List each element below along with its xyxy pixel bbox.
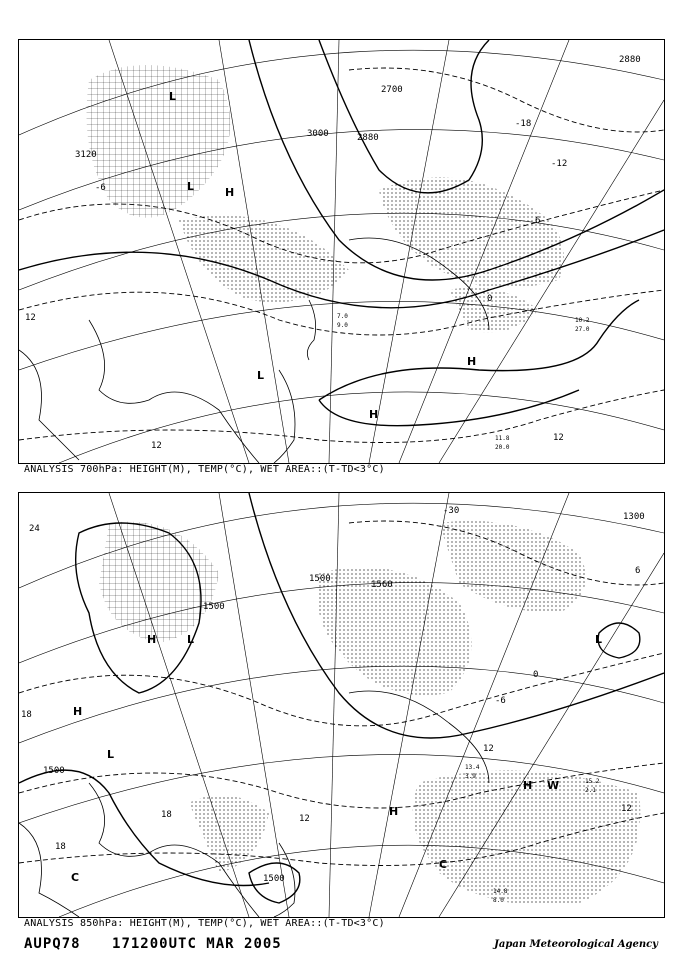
temp-label: -6 xyxy=(95,183,106,193)
temp-label: 12 xyxy=(299,814,310,824)
station-value: 2.1 xyxy=(585,787,596,794)
low-center: L xyxy=(107,748,115,761)
warm-center: W xyxy=(547,779,560,792)
wet-area-grid xyxy=(99,522,219,643)
temp-label: 0 xyxy=(533,670,539,680)
temp-label: 18 xyxy=(55,842,66,852)
height-label: 2880 xyxy=(619,55,641,65)
temp-label: -18 xyxy=(515,119,532,129)
temp-label: 18 xyxy=(161,810,172,820)
footer-product-line xyxy=(24,936,304,952)
temp-label: 18 xyxy=(21,710,32,720)
low-center: L xyxy=(187,180,195,193)
high-center: H xyxy=(467,355,477,368)
map-700hpa-graphic xyxy=(19,40,664,463)
map-850hpa xyxy=(18,492,665,918)
temp-label: -12 xyxy=(551,159,568,169)
low-center: L xyxy=(187,633,195,646)
height-label: 3120 xyxy=(75,150,97,160)
temp-label: 12 xyxy=(483,744,494,754)
height-label: 2700 xyxy=(381,85,403,95)
cold-center: C xyxy=(71,871,80,884)
wet-area-grid xyxy=(87,65,231,218)
height-label: 1500 xyxy=(309,574,331,584)
temp-label: 0 xyxy=(487,294,493,304)
analysis-datetime: 171200UTC MAR 2005 xyxy=(112,936,282,952)
high-center: H xyxy=(369,408,379,421)
high-center: H xyxy=(147,633,157,646)
height-label: 1500 xyxy=(263,874,285,884)
height-label: 1500 xyxy=(43,766,65,776)
height-label: 1500 xyxy=(203,602,225,612)
temp-label: 12 xyxy=(151,441,162,451)
station-value: 11.8 xyxy=(495,435,510,442)
station-value: 8.0 xyxy=(493,897,504,904)
temp-label: -6 xyxy=(495,696,506,706)
caption-850hpa: ANALYSIS 850hPa: HEIGHT(M), TEMP(°C), WET AREA::(T-TD<3°C) xyxy=(24,918,385,929)
height-label: 1560 xyxy=(371,580,393,590)
temp-label: 6 xyxy=(635,566,641,576)
height-label: 2880 xyxy=(357,133,379,143)
station-value: 20.0 xyxy=(495,444,510,451)
temp-label: 12 xyxy=(553,433,564,443)
high-center: H xyxy=(389,805,399,818)
map-700hpa xyxy=(18,39,665,464)
temp-label: 24 xyxy=(29,524,40,534)
height-label: 1300 xyxy=(623,512,645,522)
temp-label: 12 xyxy=(25,313,36,323)
temp-label: 6 xyxy=(535,216,541,226)
cold-center: C xyxy=(439,858,448,871)
low-center: L xyxy=(257,369,265,382)
station-value: 13.4 xyxy=(465,764,480,771)
station-value: 3.9 xyxy=(465,773,476,780)
station-value: 10.2 xyxy=(575,317,590,324)
station-value: 7.0 xyxy=(337,313,348,320)
map-850hpa-graphic xyxy=(19,493,664,917)
high-center: H xyxy=(225,186,235,199)
station-value: 27.0 xyxy=(575,326,590,333)
low-center: L xyxy=(595,633,603,646)
station-value: 15.2 xyxy=(585,778,600,785)
temp-label: 12 xyxy=(621,804,632,814)
station-value: 9.0 xyxy=(337,322,348,329)
wet-area-dots xyxy=(189,521,640,905)
low-center: L xyxy=(169,90,177,103)
high-center: H xyxy=(73,705,83,718)
product-id: AUPQ78 xyxy=(24,936,81,952)
wet-area-dots xyxy=(179,177,564,332)
high-center: H xyxy=(523,779,533,792)
height-label: 3000 xyxy=(307,129,329,139)
agency-name: Japan Meteorological Agency xyxy=(494,939,658,950)
caption-700hpa: ANALYSIS 700hPa: HEIGHT(M), TEMP(°C), WET AREA::(T-TD<3°C) xyxy=(24,464,385,475)
temp-label: -30 xyxy=(443,506,460,516)
station-value: 14.8 xyxy=(493,888,508,895)
